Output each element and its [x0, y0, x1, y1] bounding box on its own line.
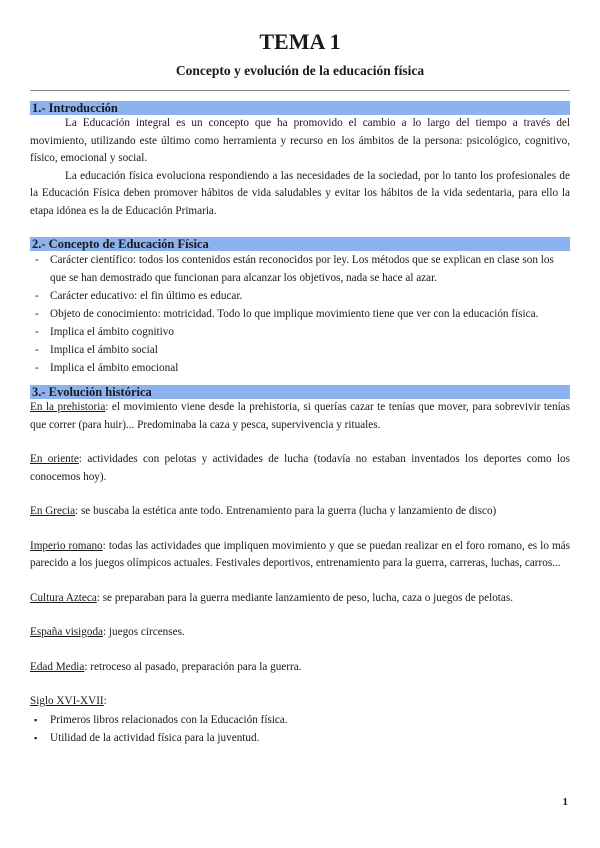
history-entry-label: Edad Media: [30, 660, 85, 673]
history-entry-label: Imperio romano: [30, 539, 103, 552]
history-entry-oriente: En oriente: actividades con pelotas y actividades de lucha (todavía no estaban inventados los deportes como los conocemos hoy).: [30, 453, 570, 483]
history-entry-label: En oriente: [30, 453, 79, 465]
history-entry-label: España visigoda: [30, 626, 104, 638]
list-item: - Carácter científico: todos los contenidos están reconocidos por ley. Los métodos que se explican en clase son los que se han demostrado que funcionan para alcanzar los objetivos, nada se hace al azar.: [30, 251, 570, 287]
page-subtitle: Concepto y evolución de la educación física: [175, 63, 425, 78]
list-item: ▪ Primeros libros relacionados con la Educación física.: [30, 711, 570, 729]
intro-paragraph-2: La educación física evoluciona respondiendo a las necesidades de la sociedad, por lo tanto los profesionales de la Educación Física deben promover hábitos de vida saludables y evitar los hábitos de la vida sedentaria, para ello la etapa idónea es la de Educación Primaria.: [30, 169, 570, 217]
history-entry-siglo-xvi-xvii: Siglo XVI-XVII:: [30, 695, 107, 707]
history-entry-label: En la prehistoria: [30, 401, 106, 413]
section-heading-concept: 2.- Concepto de Educación Física: [30, 237, 570, 251]
page-number: 1: [562, 796, 568, 808]
document-page: [30, 28, 570, 747]
list-item: - Objeto de conocimiento: motricidad. Todo lo que implique movimiento tiene que ver con la educación física.: [30, 305, 570, 323]
section-heading-introduction: 1.- Introducción: [30, 101, 570, 115]
history-entry-prehistoria: En la prehistoria: el movimiento viene desde la prehistoria, si querías cazar te tenías que mover, para sobrevivir tenías que correr (para huir)... Predominaba la caza y pesca, supervivencia y rituales.: [30, 401, 570, 431]
list-item: - Implica el ámbito cognitivo: [30, 323, 570, 341]
list-item: - Implica el ámbito emocional: [30, 359, 570, 377]
history-entry-label: Siglo XVI-XVII: [30, 695, 104, 707]
history-entry-label: Cultura Azteca: [30, 591, 97, 604]
list-item: - Implica el ámbito social: [30, 341, 570, 359]
history-entry-grecia: En Grecia: se buscaba la estética ante todo. Entrenamiento para la guerra (lucha y lanzamiento de disco): [30, 505, 497, 517]
history-entry-imperio-romano: Imperio romano: todas las actividades que impliquen movimiento y que se puedan realizar en el foro romano, es lo más parecido a los juegos olímpicos actuales. Festivales deportivos, entrenamiento para la guerra, carreras, luchas, carros...: [30, 539, 571, 569]
section-heading-history: 3.- Evolución histórica: [30, 385, 570, 399]
siglo-list: [30, 711, 570, 747]
intro-paragraph-1: La Educación integral es un concepto que ha promovido el cambio a lo largo del tiempo a través del movimiento, utilizando este último como herramienta y recurso en los ámbitos de la persona: psicológico, cognitivo, físico, emocional y social.: [30, 117, 570, 164]
page-title: TEMA 1: [259, 29, 341, 54]
list-item: - Carácter educativo: el fin último es educar.: [30, 287, 570, 305]
concept-list: [30, 251, 570, 377]
list-item: ▪ Utilidad de la actividad física para la juventud.: [30, 729, 570, 747]
history-entry-label: En Grecia: [30, 505, 76, 517]
history-entry-cultura-azteca: Cultura Azteca: se preparaban para la guerra mediante lanzamiento de peso, lucha, caza o juegos de pelotas.: [30, 591, 514, 604]
history-entry-espana-visigoda: España visigoda: juegos circenses.: [30, 626, 185, 638]
history-entry-edad-media: Edad Media: retroceso al pasado, preparación para la guerra.: [30, 660, 302, 673]
